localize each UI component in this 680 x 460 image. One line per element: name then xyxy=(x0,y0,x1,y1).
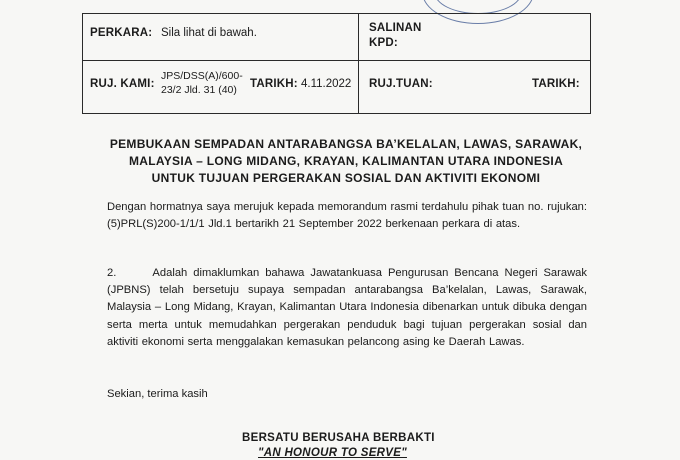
motto-english: "AN HONOUR TO SERVE" xyxy=(258,447,407,459)
table-row-divider xyxy=(82,60,590,61)
subject-line-1: PEMBUKAAN SEMPADAN ANTARABANGSA BA’KELALAN, LAWAS, SARAWAK, xyxy=(109,137,583,151)
kpd-label: KPD: xyxy=(369,37,398,49)
table-bottom-border xyxy=(82,113,590,114)
closing-text: Sekian, terima kasih xyxy=(107,388,208,400)
perkara-label: PERKARA: xyxy=(90,27,153,39)
subject-line-3: UNTUK TUJUAN PERGERAKAN SOSIAL DAN AKTIVITI EKONOMI xyxy=(151,171,541,185)
table-right-border xyxy=(590,13,591,114)
ruj-kami-value-line1: JPS/DSS(A)/600- xyxy=(161,70,243,82)
table-top-border xyxy=(82,13,590,14)
tarikh-label: TARIKH: xyxy=(250,78,298,90)
paragraph-2: 2. Adalah dimaklumkan bahawa Jawatankuasa Pengurusan Bencana Negeri Sarawak (JPBNS) telah bersetuju supaya sempadan antarabangsa Ba’kelalan, Lawas, Sarawak, Malaysia – Long Midang, Krayan, Kalimantan Utara Indonesia dibenarkan untuk dibuka dengan serta merta untuk memudahkan pergerakan penduduk bagi tujuan pergerakan sosial dan aktiviti ekonomi serta menggalakan kemasukan pelancong asing ke Daerah Lawas. xyxy=(107,267,587,348)
tarikh-value: 4.11.2022 xyxy=(301,78,352,90)
ruj-kami-value-line2: 23/2 Jld. 31 (40) xyxy=(161,84,237,96)
paragraph-1: Dengan hormatnya saya merujuk kepada memorandum rasmi terdahulu pihak tuan no. rujukan: (5)PRL(S)200-1/1/1 Jld.1 bertarikh 21 September 2022 berkenaan perkara di atas. xyxy=(107,201,587,231)
tarikh-tuan-label: TARIKH: xyxy=(532,78,580,90)
perkara-value: Sila lihat di bawah. xyxy=(161,27,257,39)
subject-line-2: MALAYSIA – LONG MIDANG, KRAYAN, KALIMANTAN UTARA INDONESIA xyxy=(128,154,564,168)
table-left-border xyxy=(82,13,83,114)
motto-malay: BERSATU BERUSAHA BERBAKTI xyxy=(242,432,435,444)
ruj-kami-label: RUJ. KAMI: xyxy=(90,78,155,90)
ruj-tuan-label: RUJ.TUAN: xyxy=(369,78,433,90)
table-center-divider xyxy=(358,13,359,114)
salinan-label: SALINAN xyxy=(369,22,422,34)
